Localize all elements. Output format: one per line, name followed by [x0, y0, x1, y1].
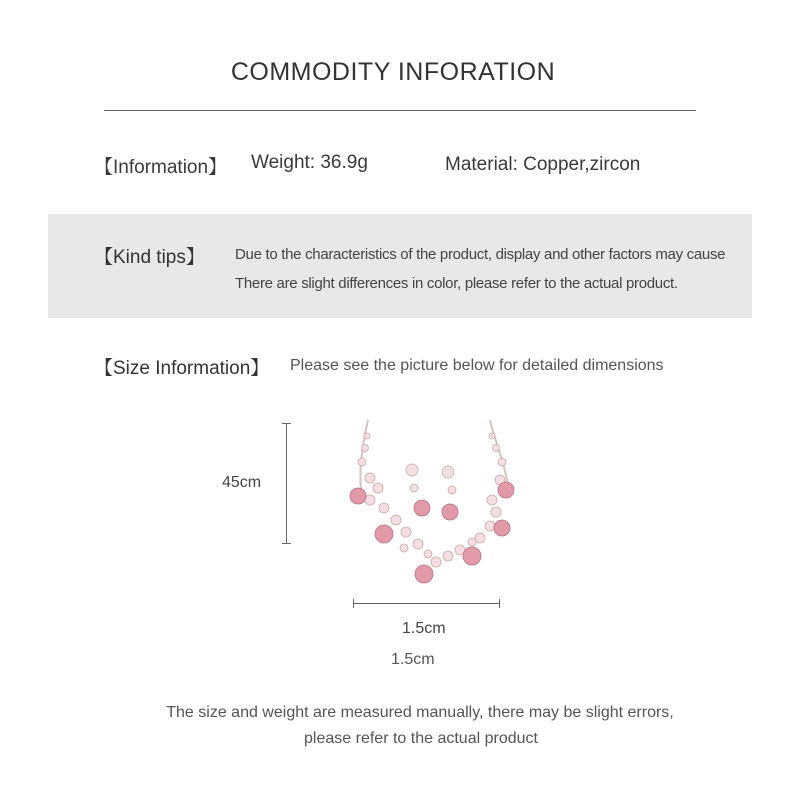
height-dimension-cap-bottom: [282, 543, 291, 544]
footer-note-line-1: The size and weight are measured manually, there may be slight errors,: [166, 704, 674, 721]
size-information-description: Please see the picture below for detailed dimensions: [290, 357, 664, 374]
kind-tips-label: 【Kind tips】: [94, 247, 205, 268]
width-dimension-label-ghost: 1.5cm: [391, 651, 435, 665]
size-information-label: 【Size Information】: [94, 358, 270, 379]
width-dimension-cap-left: [353, 599, 354, 608]
width-dimension-cap-right: [499, 599, 500, 608]
necklace-earring-set-icon: [340, 416, 530, 591]
earring-right: [442, 466, 458, 520]
height-dimension-cap-top: [282, 423, 291, 424]
weight-value: Weight: 36.9g: [251, 152, 368, 173]
width-dimension-line: [353, 603, 500, 604]
footer-note-line-2: please refer to the actual product: [304, 730, 538, 747]
width-dimension-label: 1.5cm: [402, 620, 446, 637]
material-value: Material: Copper,zircon: [445, 154, 641, 175]
earring-left: [406, 464, 430, 516]
necklace-crystals: [358, 433, 506, 567]
title-divider: [104, 110, 696, 111]
kind-tips-line-2: There are slight differences in color, please refer to the actual product.: [235, 275, 678, 292]
information-label: 【Information】: [94, 157, 228, 178]
page-title: COMMODITY INFORATION: [230, 58, 556, 86]
height-dimension-label: 45cm: [222, 474, 262, 491]
kind-tips-line-1: Due to the characteristics of the product, display and other factors may cause: [235, 246, 726, 263]
height-dimension-line: [286, 423, 287, 543]
necklace-chain: [360, 420, 508, 496]
